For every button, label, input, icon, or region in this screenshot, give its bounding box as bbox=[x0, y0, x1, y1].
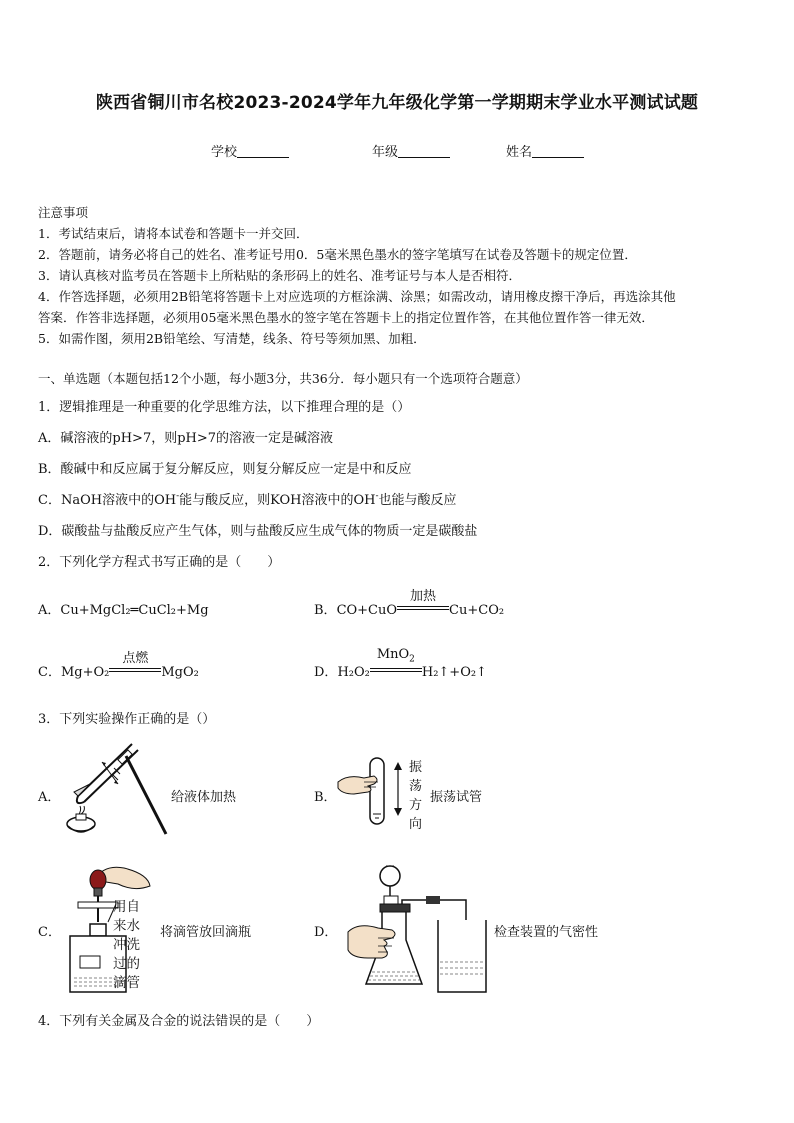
superscript-minus: - bbox=[375, 491, 379, 502]
reaction-condition-heat bbox=[397, 589, 449, 618]
notice-item: 1．考试结束后，请将本试卷和答题卡一并交回． bbox=[38, 226, 309, 241]
notice-item: 3．请认真核对监考员在答题卡上所粘贴的条形码上的姓名、准考证号与本人是否相符． bbox=[38, 268, 521, 283]
option-label: A． bbox=[38, 603, 61, 618]
option-label: B． bbox=[314, 603, 337, 618]
option-label: C． bbox=[38, 665, 61, 680]
equation-b-left: CO+CuO bbox=[336, 603, 398, 618]
equals-sign bbox=[397, 606, 449, 610]
equation-b-right: Cu+CO₂ bbox=[449, 603, 505, 618]
q3-b-caption: 振荡试管 bbox=[430, 790, 483, 805]
q2-option-b[interactable] bbox=[314, 589, 505, 618]
q3-option-c-label[interactable]: C． bbox=[38, 925, 61, 940]
name-blank[interactable] bbox=[532, 144, 584, 158]
grade-field[interactable] bbox=[372, 141, 450, 160]
rinsed-dropper-note: 用自来水冲洗过的滴管 bbox=[113, 899, 140, 991]
notice-item: 5．如需作图，须用2B铅笔绘、写清楚，线条、符号等须加黑、加粗． bbox=[38, 331, 426, 346]
q3-d-caption: 检查装置的气密性 bbox=[494, 925, 599, 940]
q1-option-b[interactable]: B．酸碱中和反应属于复分解反应，则复分解反应一定是中和反应 bbox=[38, 462, 412, 477]
question-4-stem: 4．下列有关金属及合金的说法错误的是（ ） bbox=[38, 1014, 320, 1029]
school-blank[interactable] bbox=[237, 144, 289, 158]
equation-a: Cu+MgCl₂═CuCl₂+Mg bbox=[60, 603, 209, 618]
option-label: D． bbox=[314, 665, 338, 680]
q3-option-d-label[interactable]: D． bbox=[314, 925, 338, 940]
q1-option-d[interactable]: D．碳酸盐与盐酸反应产生气体，则与盐酸反应生成气体的物质一定是碳酸盐 bbox=[38, 524, 478, 539]
equation-c-right: MgO₂ bbox=[161, 665, 199, 680]
school-label: 学校 bbox=[211, 145, 238, 160]
airtightness-check-illustration bbox=[338, 860, 490, 994]
notice-item: 4．作答选择题，必须用2B铅笔将答题卡上对应选项的方框涂满、涂黑；如需改动，请用橡皮擦干净后，再选涂其他 bbox=[38, 289, 676, 304]
equals-sign bbox=[370, 668, 422, 672]
q2-option-c[interactable] bbox=[38, 651, 199, 680]
grade-label: 年级 bbox=[372, 145, 399, 160]
q1-c-part1: C．NaOH溶液中的OH bbox=[38, 493, 177, 508]
notice-block bbox=[38, 202, 676, 349]
name-label: 姓名 bbox=[506, 145, 533, 160]
superscript-minus: - bbox=[176, 491, 180, 502]
q3-a-caption: 给液体加热 bbox=[171, 790, 237, 805]
condition-text: 点燃 bbox=[122, 651, 149, 666]
shake-direction-label: 振荡方向 bbox=[409, 760, 423, 832]
condition-text: MnO$_2$ bbox=[376, 647, 415, 665]
equals-sign bbox=[109, 668, 161, 672]
reaction-condition-catalyst bbox=[370, 647, 422, 680]
q1-c-part2: 能与酸反应，则KOH溶液中的OH bbox=[179, 493, 376, 508]
q3-option-b-label[interactable]: B． bbox=[314, 790, 337, 805]
question-3-stem: 3．下列实验操作正确的是（） bbox=[38, 712, 216, 727]
notice-item: 2．答题前，请务必将自己的姓名、准考证号用0．5毫米黑色墨水的签字笔填写在试卷及答题卡的规定位置． bbox=[38, 247, 637, 262]
reaction-condition-ignite bbox=[109, 651, 161, 680]
q1-option-a[interactable]: A．碱溶液的pH>7，则pH>7的溶液一定是碱溶液 bbox=[38, 431, 334, 446]
q2-option-a[interactable] bbox=[38, 599, 209, 618]
name-field[interactable] bbox=[506, 141, 584, 160]
q1-c-part3: 也能与酸反应 bbox=[378, 493, 457, 508]
q3-option-a-label[interactable]: A． bbox=[38, 790, 61, 805]
equation-d-right: H₂↑+O₂↑ bbox=[421, 665, 487, 680]
q2-option-d[interactable] bbox=[314, 647, 487, 680]
question-1-stem: 1．逻辑推理是一种重要的化学思维方法，以下推理合理的是（） bbox=[38, 400, 411, 415]
question-2-stem: 2．下列化学方程式书写正确的是（ ） bbox=[38, 555, 281, 570]
equation-c-left: Mg+O₂ bbox=[60, 665, 110, 680]
page-title: 陕西省铜川市名校2023-2024学年九年级化学第一学期期末学业水平测试试题 bbox=[95, 93, 699, 113]
notice-item: 答案．作答非选择题，必须用05毫米黑色墨水的签字笔在答题卡上的指定位置作答，在其他位置作答一律无效． bbox=[38, 310, 654, 325]
grade-blank[interactable] bbox=[398, 144, 450, 158]
school-field[interactable] bbox=[211, 141, 289, 160]
q1-option-c[interactable] bbox=[38, 489, 457, 508]
q3-c-caption: 将滴管放回滴瓶 bbox=[160, 925, 252, 940]
section-heading: 一、单选题（本题包括12个小题，每小题3分，共36分．每小题只有一个选项符合题意） bbox=[38, 371, 528, 386]
equation-d-left: H₂O₂ bbox=[337, 665, 370, 680]
condition-text: 加热 bbox=[410, 589, 437, 604]
notice-heading: 注意事项 bbox=[38, 205, 89, 220]
catalyst-name: MnO bbox=[376, 647, 410, 662]
heating-liquid-illustration bbox=[60, 740, 170, 840]
